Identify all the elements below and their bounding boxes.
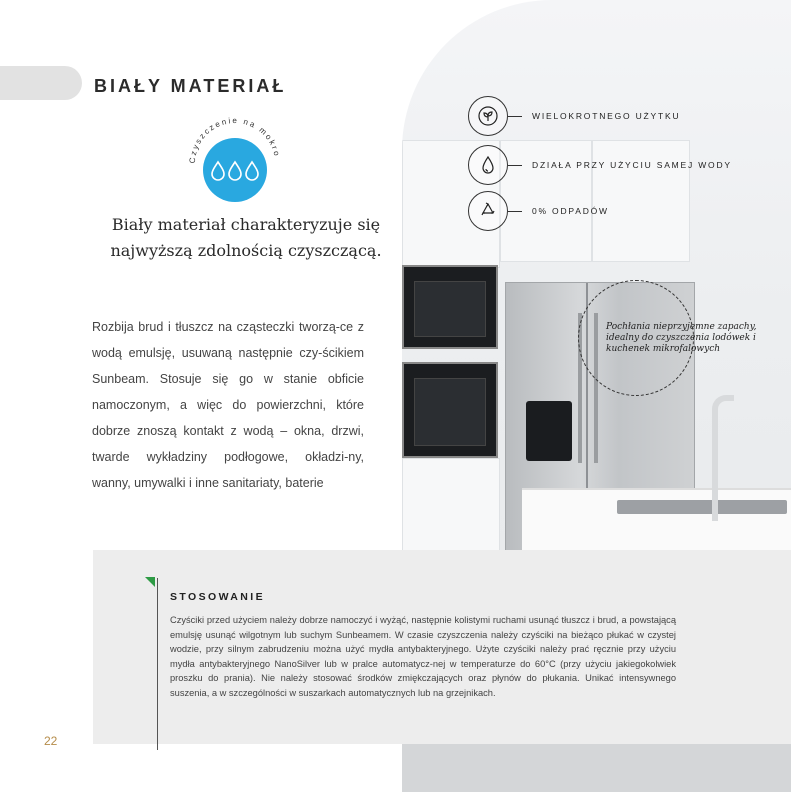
feature-zero-waste: [468, 191, 609, 231]
page-title: BIAŁY MATERIAŁ: [94, 76, 287, 96]
wet-cleaning-badge: [180, 110, 290, 220]
feature-label: 0% ODPADÓW: [532, 206, 609, 216]
accent-triangle: [145, 577, 155, 587]
usage-text: Czyściki przed użyciem należy dobrze namoczyć i wyżąć, następnie kolistymi ruchami usunąć tłuszcz i brud, a powstającą emulsję usunąć wilgotnym lub suchym Sunbeamem. W czasie czyszczenia należy czyściki na bieżąco płukać w czystej wodzie, przy silnym zabrudzeniu można użyć mydła antybakteryjnego. Użyte czyściki należy prać ręcznie przy użyciu mydła antybakteryjnego NanoSilver lub w pralce automatycz-nej w temperaturze do 60°C (przy użyciu jakiegokolwiek proszku do prania). Nie należy stosować środków zmiękczających oraz płynów do płukania. Unikać intensywnego suszenia, a w szczególności w suszarkach automatycznych lub na grzejnikach.: [170, 615, 676, 698]
cabinet: [402, 458, 500, 560]
floor: [402, 744, 791, 792]
accent-line: [157, 578, 158, 750]
leaf-icon: [468, 96, 508, 136]
feature-label: DZIAŁA PRZY UŻYCIU SAMEJ WODY: [532, 160, 732, 170]
body-text: Rozbija brud i tłuszcz na cząsteczki tworzą-ce z wodą emulsję, usuwaną następnie czy-ścikiem Sunbeam. Stosuje się go w stanie obficie namoczonym, a więc do powierzchni, które dobrze znoszą kontakt z wodą – okna, drzwi, twarde wykładziny podłogowe, okładzi-ny, wanny, umywalki i inne sanitariaty, baterie: [92, 320, 364, 490]
feature-reusable: [468, 96, 680, 136]
recycle-icon: [468, 191, 508, 231]
faucet: [712, 395, 734, 521]
badge-arc-text: Czyszczenie na mokro: [187, 116, 282, 164]
usage-box: [93, 550, 791, 744]
lead-text: Biały materiał charakteryzuje się najwyższą zdolnością czyszczącą.: [110, 215, 382, 260]
oven: [402, 362, 498, 458]
photo-note: Pochłania nieprzyjemne zapachy, idealny do czyszczenia lodówek i kuchenek mikrofalowych: [606, 322, 757, 354]
feature-label: WIELOKROTNEGO UŻYTKU: [532, 111, 681, 121]
oven: [402, 265, 498, 349]
water-drop-icon: [468, 145, 508, 185]
header-decoration-bar: [0, 66, 82, 100]
sink: [617, 500, 787, 514]
page-number: 22: [44, 734, 58, 748]
usage-title: STOSOWANIE: [170, 591, 265, 603]
water-dispenser: [526, 401, 572, 461]
feature-water-only: [468, 145, 732, 185]
